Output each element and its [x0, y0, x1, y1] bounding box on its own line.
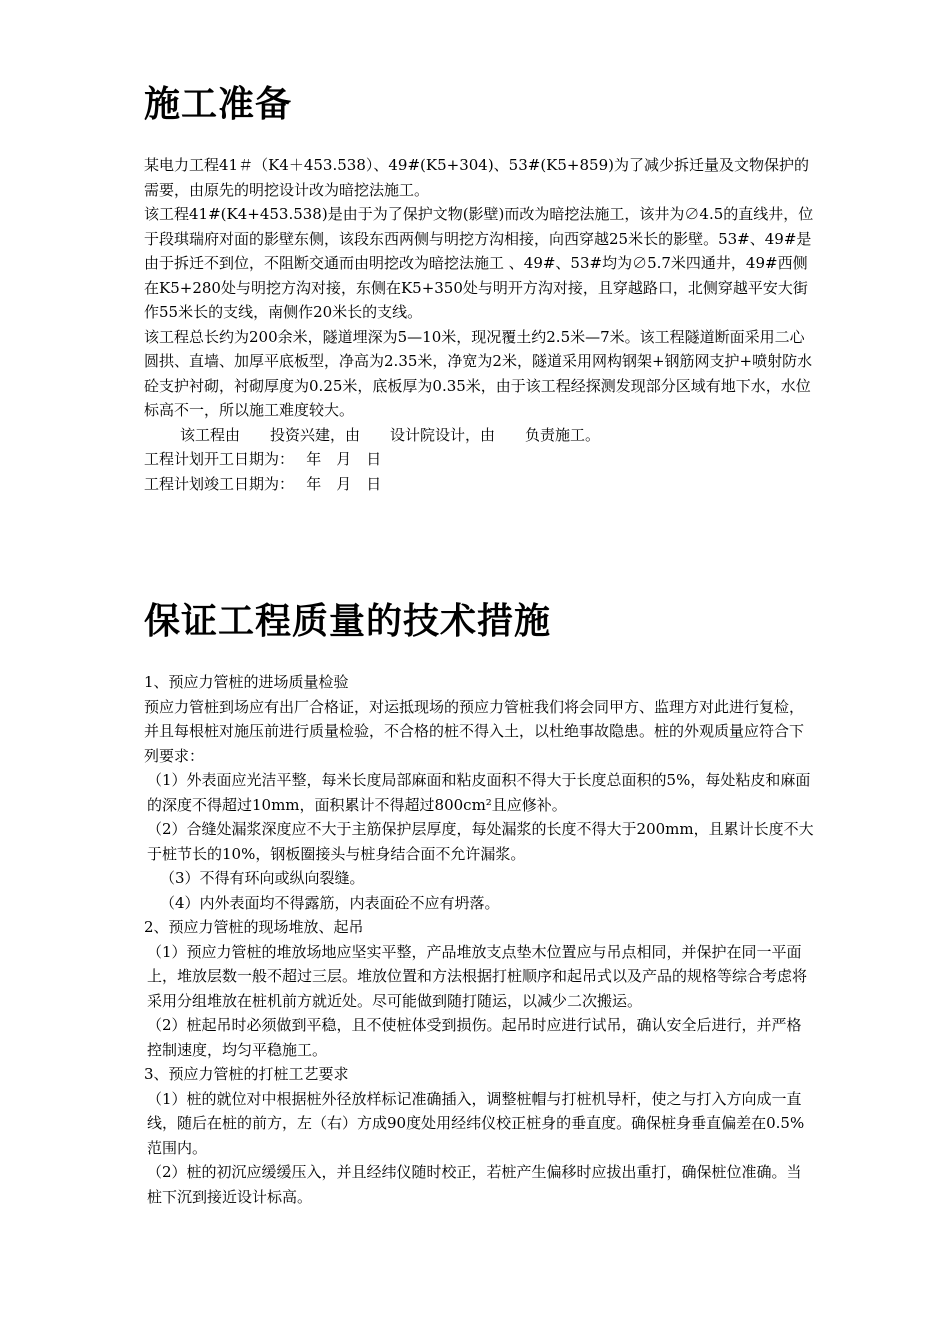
- list-item: （1）外表面应光洁平整，每米长度局部麻面和粘皮面积不得大于长度总面积的5%，每处粘皮和麻面的深度不得超过10mm，面积累计不得超过800cm²且应修补。: [147, 771, 811, 814]
- list-item: （4）内外表面均不得露筋，内表面砼不应有坍落。: [160, 893, 500, 912]
- list-item: （2）合缝处漏浆深度应不大于主筋保护层厚度，每处漏浆的长度不得大于200mm，且累计长度不大于桩节长的10%，钢板圈接头与桩身结合面不允许漏浆。: [147, 820, 814, 863]
- paragraph-project-overview: 某电力工程41＃（K4＋453.538）、49#(K5+304)、53#(K5+859)为了减少拆迁量及文物保护的需要，由原先的明挖设计改为暗挖法施工。: [144, 156, 809, 199]
- heading-pile-storage-lifting: 2、预应力管桩的现场堆放、起吊: [144, 918, 364, 936]
- list-item: （1）预应力管桩的堆放场地应坚实平整，产品堆放支点垫木位置应与吊点相同，并保护在同一平面上，堆放层数一般不超过三层。堆放位置和方法根据打桩顺序和起吊式以及产品的规格等综合考虑将采用分组堆放在桩机前方就近处。尽可能做到随打随运，以减少二次搬运。: [147, 942, 808, 1010]
- section-construction-preparation: [144, 153, 816, 496]
- list-item: （2）桩起吊时必须做到平稳，且不使桩体受到损伤。起吊时应进行试吊，确认安全后进行，并严格控制速度，均匀平稳施工。: [147, 1016, 802, 1059]
- heading-pile-driving: 3、预应力管桩的打桩工艺要求: [144, 1065, 349, 1083]
- section-title-construction-preparation: 施工准备: [144, 84, 293, 125]
- section-title-quality-measures: 保证工程质量的技术措施: [144, 601, 552, 642]
- list-item: （2）桩的初沉应缓缓压入，并且经纬仪随时校正，若桩产生偏移时应拔出重打，确保桩位准确。当桩下沉到接近设计标高。: [147, 1163, 802, 1206]
- paragraph-pile-inspection: 预应力管桩到场应有出厂合格证，对运抵现场的预应力管桩我们将会同甲方、监理方对此进行复检，并且每根桩对施压前进行质量检验，不合格的桩不得入土，以杜绝事故隐患。桩的外观质量应符合下列要求：: [144, 697, 805, 765]
- section-quality-measures: [144, 670, 816, 1209]
- paragraph-tunnel-specs: 该工程总长约为200余米，隧道埋深为5—10米，现况覆土约2.5米—7米。该工程隧道断面采用二心圆拱、直墙、加厚平底板型，净高为2.35米，净宽为2米，隧道采用网构钢架+钢筋网支护+喷射防水砼支护衬砌，衬砌厚度为0.25米，底板厚为0.35米，由于该工程经探测发现部分区域有地下水，水位标高不一，所以施工难度较大。: [144, 327, 813, 419]
- heading-pile-inspection: 1、预应力管桩的进场质量检验: [144, 673, 349, 691]
- paragraph-parties: 该工程由 投资兴建，由 设计院设计，由 负责施工。: [180, 425, 601, 444]
- list-item: （3）不得有环向或纵向裂缝。: [160, 869, 365, 887]
- paragraph-shaft-details: 该工程41#(K4+453.538)是由于为了保护文物(影壁)而改为暗挖法施工，该井为∅4.5的直线井，位于段琪瑞府对面的影壁东侧，该段东西两侧与明挖方沟相接，向西穿越25米长的影壁。53#、49#是由于拆迁不到位，不阻断交通而由明挖改为暗挖法施工 、49#、53#均为∅5.7米四通井，49#西侧在K5+280处与明挖方沟对接，东侧在K5+350处与明开方沟对接，且穿越路口，北侧穿越平安大街作55米长的支线，南侧作20米长的支线。: [144, 205, 814, 321]
- planned-start-date: 工程计划开工日期为： 年 月 日: [144, 450, 382, 468]
- planned-completion-date: 工程计划竣工日期为： 年 月 日: [144, 474, 382, 493]
- list-item: （1）桩的就位对中根据桩外径放样标记准确插入，调整桩帽与打桩机导杆，使之与打入方向成一直线，随后在桩的前方，左（右）方成90度处用经纬仪校正桩身的垂直度。确保桩身垂直偏差在0.5%范围内。: [147, 1089, 805, 1157]
